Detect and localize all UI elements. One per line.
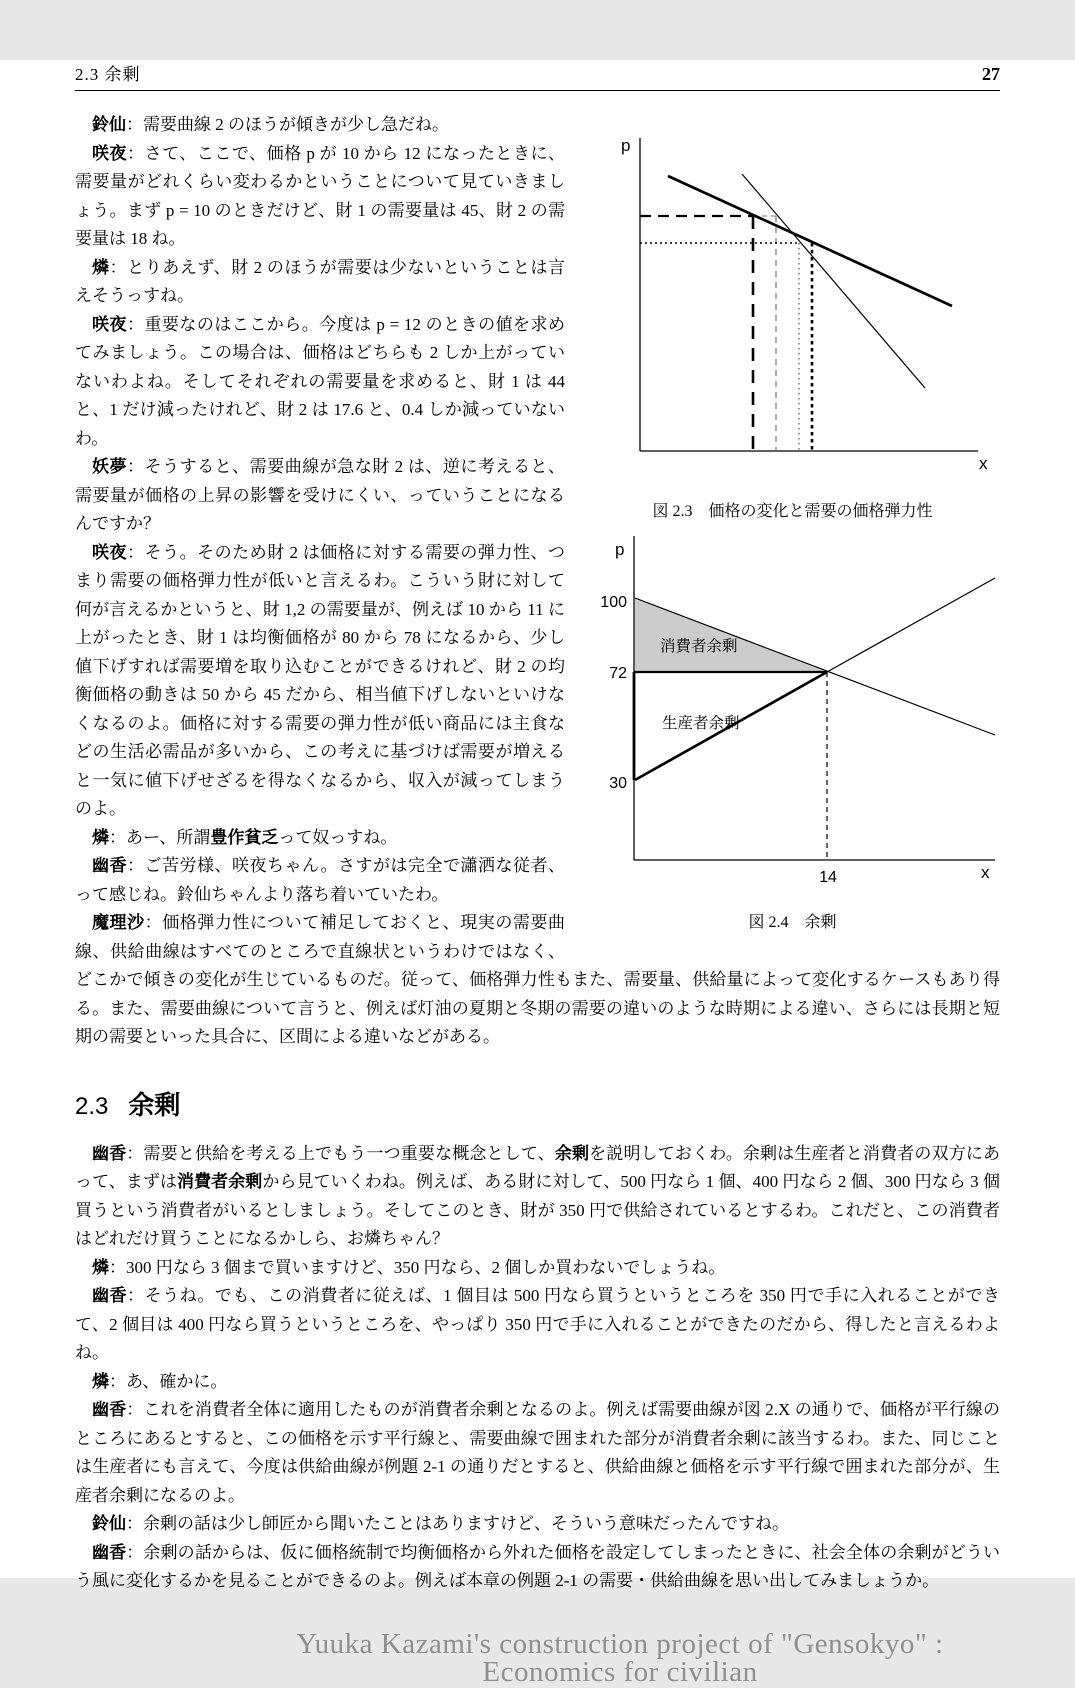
dialog-paragraph: 燐：あ、確かに。	[92, 1371, 228, 1391]
supply-curve-thin	[827, 578, 995, 672]
speaker-name: 幽香	[92, 856, 127, 875]
ytick-72: 72	[609, 664, 627, 682]
section-heading	[75, 1090, 1000, 1122]
xtick-14: 14	[819, 868, 837, 886]
dialog-paragraph: 鈴仙：需要曲線 2 のほうが傾きが少し急だね。	[92, 115, 449, 134]
section-number: 2.3	[75, 1092, 109, 1120]
price-guides	[640, 216, 812, 451]
dialog-paragraph: 幽香：これを消費者全体に適用したものが消費者余剰となるのよ。例えば需要曲線が図 2.X の通りで、価格が平行線のところにあるとすると、この価格を示す平行線と、需要曲線で囲まれた部分が消費者余剰に該当するわ。また、同じことは生産者にも言えて、今度は供給曲線が例題 2-1 の通りだとすると、供給曲線と価格を示す平行線で囲まれた部分が、生産者余剰になるのよ。	[75, 1400, 1001, 1505]
speaker-name: 鈴仙	[92, 115, 126, 134]
dialog-paragraph: 幽香：そうね。でも、この消費者に従えば、1 個目は 500 円なら買うというところを 350 円で手に入れることができて、2 個目は 400 円なら買うというところを、やっぱり 350 円で手に入れることができたのだから、得したと言えるわよね。	[75, 1286, 1000, 1362]
consumer-surplus-label: 消費者余剰	[660, 637, 738, 655]
ytick-30: 30	[609, 774, 627, 792]
speaker-name: 咲夜	[92, 542, 128, 562]
speaker-name: 燐	[92, 257, 110, 277]
page-number: 27	[982, 64, 1000, 84]
bold-term: 余剰	[554, 1143, 590, 1163]
bold-term: 豊作貧乏	[210, 827, 279, 847]
ytick-100: 100	[600, 593, 627, 611]
dialog-paragraph: 咲夜：重要なのはここから。今度は p = 12 のときの値を求めてみましょう。この場合は、価格はどちらも 2 しか上がっていないわよね。そしてそれぞれの需要量を求めると、財 1 は 44 と、1 だけ減ったけれど、財 2 は 17.6 と、0.4 しか減っていないわ。	[75, 314, 566, 448]
figure-2-3-plot	[585, 111, 1000, 479]
speaker-name: 妖夢	[92, 457, 128, 476]
dialog-paragraph: 咲夜：そう。そのため財 2 は価格に対する需要の弾力性、つまり需要の価格弾力性が低いと言えるわ。こういう財に対して何が言えるかというと、財 1,2 の需要量が、例えば 10 から 11 に上がったとき、財 1 は均衡価格が 80 から 78 になるから、少し値下げすれば需要増を取り込むことができるけれど、財 2 の均衡価格の動きは 50 から 45 だから、相当値下げしないといけなくなるのよ。価格に対する需要の弾力性が低い商品には主食などの生活必需品が多いから、この考えに基づけば需要が増えると一気に値下げせざるを得なくなるから、収入が減ってしまうのよ。	[75, 542, 566, 818]
speaker-name: 燐	[92, 1371, 109, 1391]
dialog-paragraph: 鈴仙：余剰の話は少し師匠から聞いたことはありますけど、そういう意味だったんですね。	[92, 1514, 789, 1533]
dialog-paragraph: 妖夢：そうすると、需要曲線が急な財 2 は、逆に考えると、需要量が価格の上昇の影響を受けにくい、っていうことになるんですか？	[75, 457, 566, 533]
figure-2-4	[585, 531, 1000, 935]
speaker-name: 幽香	[92, 1400, 127, 1419]
speaker-name: 燐	[92, 827, 109, 847]
dialog-paragraph: 幽香：余剰の話からは、仮に価格統制で均衡価格から外れた価格を設定してしまったときに、社会全体の余剰がどういう風に変化するかを見ることができるのよ。例えば本章の例題 2-1 の需要・供給曲線を思い出してみましょうか。	[75, 1542, 1001, 1590]
speaker-name: 鈴仙	[92, 1514, 126, 1533]
axes	[634, 536, 995, 860]
figure-2-4-caption: 図 2.4 余剰	[748, 914, 837, 931]
speaker-name: 咲夜	[92, 143, 128, 163]
page-content	[75, 111, 1000, 1687]
speaker-name: 魔理沙	[92, 913, 145, 932]
section-title: 余剰	[128, 1089, 181, 1120]
figure-2-4-plot	[585, 531, 1000, 891]
demand-curve-1	[668, 176, 952, 306]
dialog-paragraph: 燐：とりあえず、財 2 のほうが需要は少ないということは言えそうっすね。	[75, 257, 566, 305]
footer-credit: Yuuka Kazami's construction project of "Gensokyo" : Economics for civilian	[296, 1627, 944, 1688]
dialog-paragraph: 魔理沙：価格弾力性について補足しておくと、現実の需要曲線、供給曲線はすべてのところで直線状というわけではなく、どこかで傾きの変化が生じているものだ。従って、価格弾力性もまた、需要量、供給量によって変化するケースもあり得る。また、需要曲線について言うと、例えば灯油の夏期と冬期の需要の違いのような時期による違い、さらには長期と短期の需要といった具合に、区間による違いなどがある。	[75, 913, 1000, 1046]
dialog-paragraph: 燐：300 円なら 3 個まで買いますけど、350 円なら、2 個しか買わないでしょうね。	[92, 1257, 726, 1277]
figure-column	[585, 111, 1000, 942]
dialog-paragraph: 咲夜：さて、ここで、価格 p が 10 から 12 になったときに、需要量がどれくらい変わるかということについて見ていきましょう。まず p = 10 のときだけど、財 1 の需要量は 45、財 2 の需要量は 18 ね。	[75, 143, 566, 248]
dialog-paragraph: 幽香：需要と供給を考える上でもう一つ重要な概念として、余剰を説明しておくわ。余剰は生産者と消費者の双方にあって、まずは消費者余剰から見ていくわね。例えば、ある財に対して、500 円なら 1 個、400 円なら 2 個、300 円なら 3 個買うという消費者がいるとしましょう。そしてこのとき、財が 350 円で供給されているとするわ。これだと、この消費者はどれだけ買うことになるかしら、お燐ちゃん？	[75, 1143, 1000, 1248]
speaker-name: 燐	[92, 1257, 109, 1277]
bold-term: 消費者余剰	[177, 1172, 263, 1191]
speaker-name: 幽香	[92, 1286, 128, 1305]
document-page	[0, 60, 1075, 1688]
producer-surplus-label: 生産者余剰	[662, 714, 740, 732]
dialog-paragraph: 燐：あー、所謂豊作貧乏って奴っすね。	[92, 827, 398, 847]
speaker-name: 幽香	[92, 1542, 127, 1562]
y-axis-label: p	[615, 539, 625, 559]
speaker-name: 咲夜	[92, 314, 127, 334]
x-axis-label: x	[981, 862, 990, 882]
figure-2-3-caption: 図 2.3 価格の変化と需要の価格弾力性	[652, 502, 933, 520]
y-axis-label: p	[621, 136, 631, 155]
running-head: 2.3 余剰	[75, 65, 141, 84]
speaker-name: 幽香	[92, 1143, 127, 1163]
figure-2-3	[585, 111, 1000, 523]
dialog-paragraph: 幽香：ご苦労様、咲夜ちゃん。さすがは完全で瀟洒な従者、って感じね。鈴仙ちゃんより落ち着いていたわ。	[75, 856, 565, 904]
x-axis-label: x	[979, 454, 988, 473]
dialog-bottom	[75, 1140, 1000, 1596]
page-header	[75, 60, 1000, 91]
